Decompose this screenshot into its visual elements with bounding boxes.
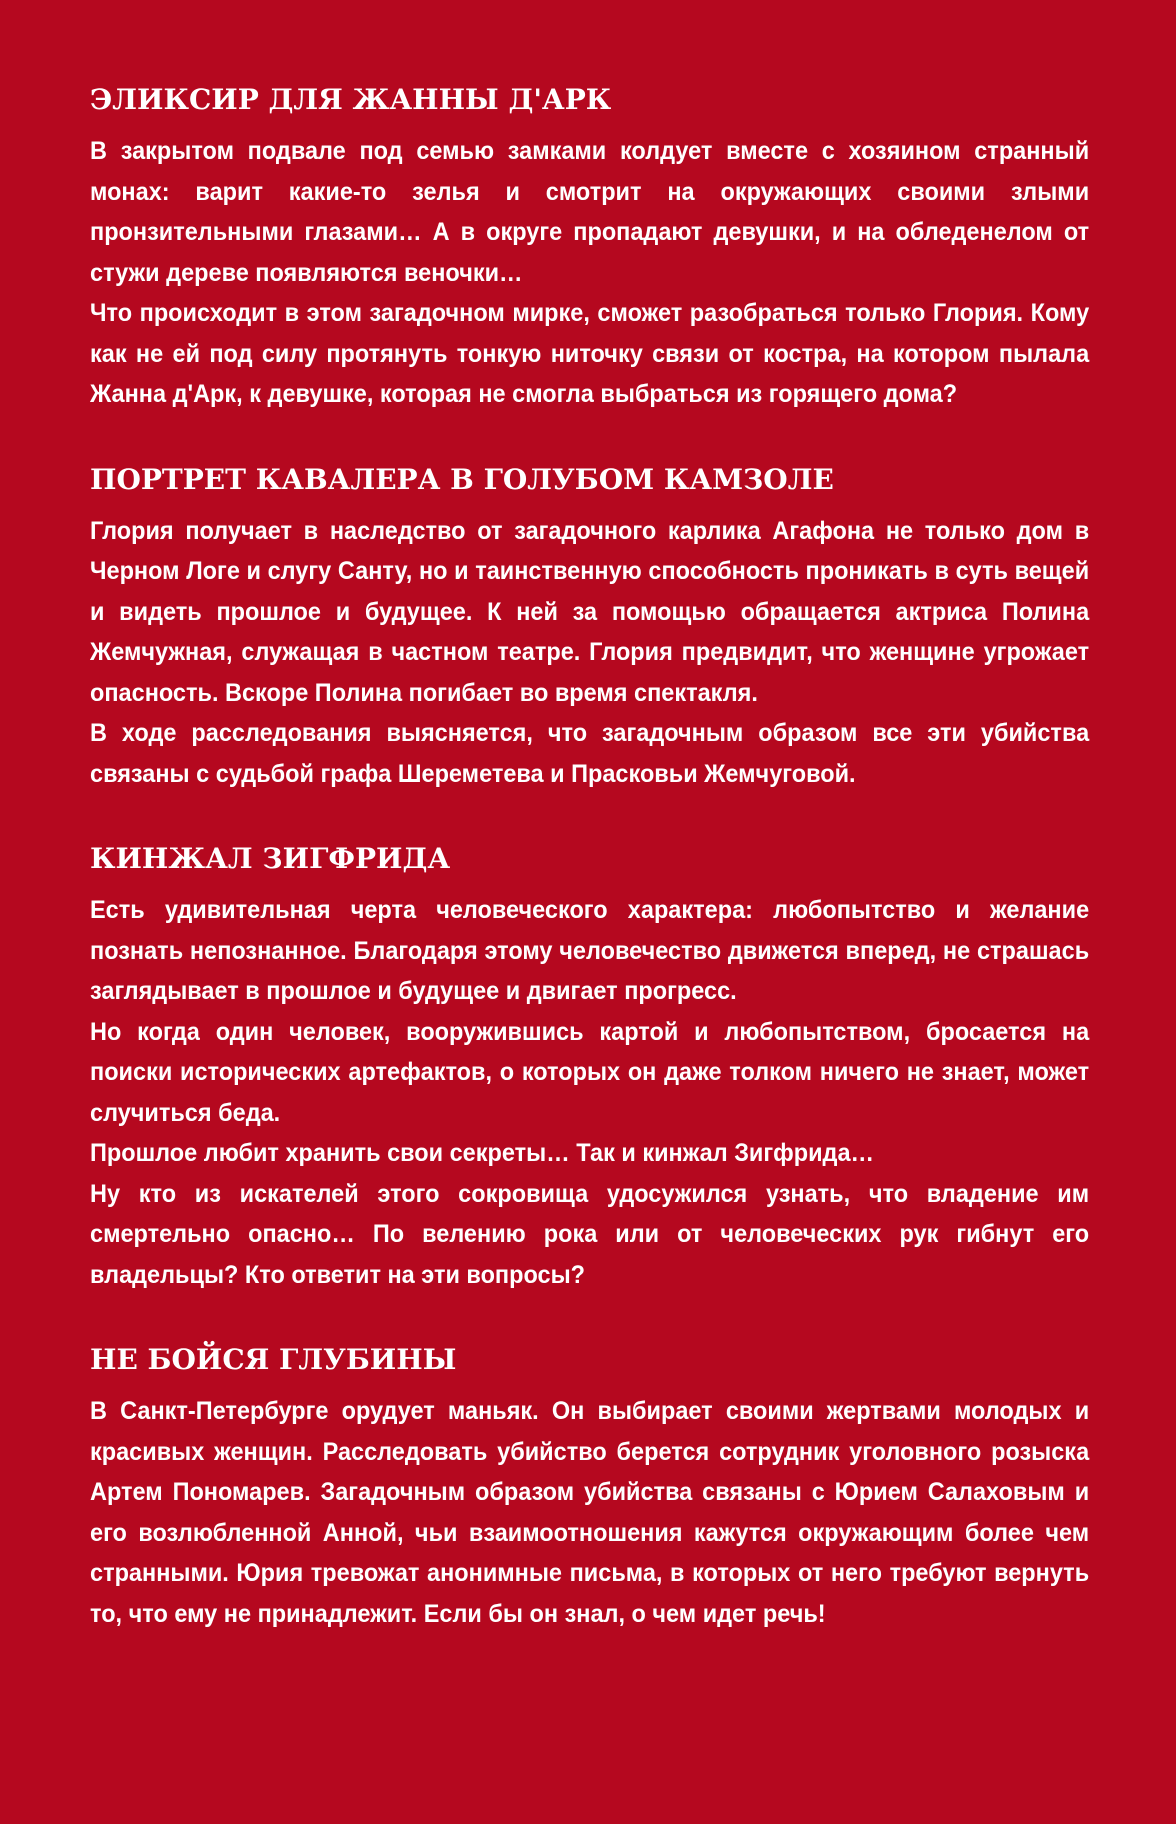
- section-title: ЭЛИКСИР ДЛЯ ЖАННЫ Д'АРК: [90, 83, 612, 116]
- section-title: КИНЖАЛ ЗИГФРИДА: [90, 842, 451, 875]
- paragraph: Есть удивительная черта человеческого характера: любопытство и желание познать непознанное. Благодаря этому человечество движется вперед, не страшась заглядывает в прошлое и будущее и двигает прогресс.: [90, 896, 1090, 1005]
- paragraph: Ну кто из искателей этого сокровища удосужился узнать, что владение им смертельно опасно… По велению рока или от человеческих рук гибнут его владельцы? Кто ответит на эти вопросы?: [90, 1179, 1090, 1289]
- section-ne-boysya: [90, 1343, 1089, 1634]
- section-title: НЕ БОЙСЯ ГЛУБИНЫ: [90, 1343, 457, 1376]
- paragraph: Прошлое любит хранить свои секреты… Так и кинжал Зигфрида…: [90, 1139, 875, 1167]
- section-eliksir: [90, 83, 1089, 415]
- paragraph: Что происходит в этом загадочном мирке, сможет разобраться только Глория. Кому как не ей под силу протянуть тонкую ниточку связи от костра, на котором пылала Жанна д'Арк, к девушке, которая не смогла выбраться из горящего дома?: [90, 299, 1090, 408]
- paragraph: В Санкт-Петербурге орудует маньяк. Он выбирает своими жертвами молодых и красивых женщин. Расследовать убийство берется сотрудник уголовного розыска Артем Пономарев. Загадочным образом убийства связаны с Юрием Салаховым и его возлюбленной Анной, чьи взаимоотношения кажутся окружающим более чем странными. Юрия тревожат анонимные письма, в которых от него требуют вернуть то, что ему не принадлежит. Если бы он знал, о чем идет речь!: [90, 1397, 1090, 1628]
- paragraph: Глория получает в наследство от загадочного карлика Агафона не только дом в Черном Логе и слугу Санту, но и таинственную способность проникать в суть вещей и видеть прошлое и будущее. К ней за помощью обращается актриса Полина Жемчужная, служащая в частном театре. Глория предвидит, что женщине угрожает опасность. Вскоре Полина погибает во время спектакля.: [90, 516, 1090, 707]
- paragraph: В закрытом подвале под семью замками колдует вместе с хозяином странный монах: варит какие-то зелья и смотрит на окружающих своими злыми пронзительными глазами… А в округе пропадают девушки, и на обледенелом от стужи дереве появляются веночки…: [90, 137, 1090, 287]
- section-kinzhal: [90, 842, 1089, 1295]
- paragraph: Но когда один человек, вооружившись картой и любопытством, бросается на поиски исторических артефактов, о которых он даже толком ничего не знает, может случиться беда.: [90, 1017, 1090, 1127]
- section-portret: [90, 463, 1089, 795]
- paragraph: В ходе расследования выясняется, что загадочным образом все эти убийства связаны с судьбой графа Шереметева и Прасковьи Жемчуговой.: [90, 719, 1090, 788]
- section-title: ПОРТРЕТ КАВАЛЕРА В ГОЛУБОМ КАМЗОЛЕ: [90, 462, 834, 496]
